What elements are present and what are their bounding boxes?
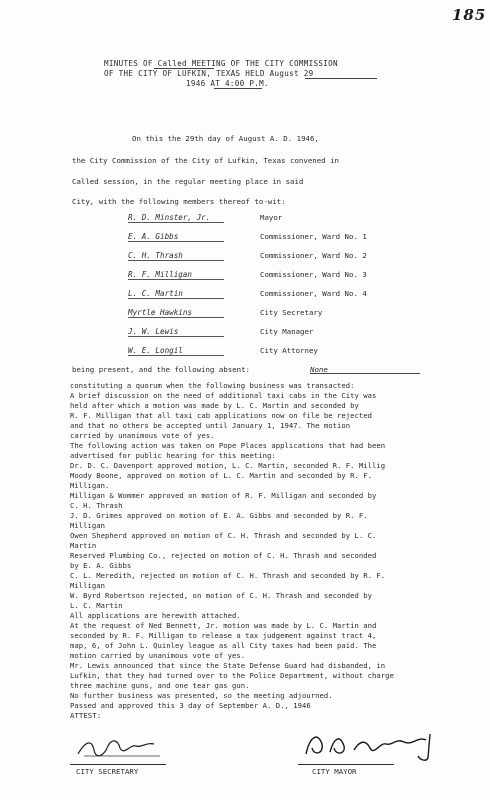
intro-line-4: City, with the following members thereof to-wit: [72,197,286,206]
member-name-manager: J. W. Lewis [128,328,224,337]
body-line: Dr. D. C. Davenport approved motion, L. C. Martin, seconded R. F. Millig [70,461,386,470]
body-line: Reserved Plumbing Co., rejected on motion of C. H. Thrash and seconded [70,551,377,560]
member-title-ward-2: Commissioner, Ward No. 2 [260,251,367,260]
body-line: held after which a motion was made by L. C. Martin and seconded by [70,401,359,410]
intro-line-1: On this the 29th day of August A. D. 1946, [132,134,319,143]
header-line-1: MINUTES OF Called MEETING OF THE CITY COMMISSION [104,59,338,68]
body-line: and that no others be accepted until January 1, 1947. The motion [70,421,351,430]
body-line: Milligan [70,581,106,590]
member-name-ward-3: R. F. Milligan [128,271,224,280]
mayor-signature-line [298,764,394,765]
body-line: J. D. Grimes approved on motion of E. A. Gibbs and seconded by R. F. [70,511,368,520]
secretary-signature [74,736,164,762]
body-line: Milligan. [70,481,110,490]
body-line: map, 6, of John L. Quinley league as all City taxes had been paid. The [70,641,377,650]
member-name-attorney: W. E. Longil [128,347,224,356]
member-title-ward-1: Commissioner, Ward No. 1 [260,232,367,241]
body-line: No further business was presented, so the meeting adjourned. [70,691,333,700]
intro-line-2: the City Commission of the City of Lufkin, Texas convened in [72,156,339,165]
member-title-manager: City Manager [260,327,314,336]
page-number: 185 [452,6,487,24]
body-line: Martin [70,541,97,550]
body-line: C. L. Meredith, rejected on motion of C. H. Thrash and seconded by R. F. [70,571,386,580]
body-line: constituting a quorum when the following business was transacted: [70,381,355,390]
body-line: motion carried by unanimous vote of yes. [70,651,246,660]
member-title-attorney: City Attorney [260,346,318,355]
body-line: W. Byrd Robertson rejected, on motion of C. H. Thrash and seconded by [70,591,373,600]
member-name-ward-1: E. A. Gibbs [128,233,224,242]
absent-value: None [310,366,420,374]
body-line: A brief discussion on the need of additional taxi cabs in the City was [70,391,377,400]
member-title-secretary: City Secretary [260,308,323,317]
body-line: At the request of Ned Bennett, Jr. motion was made by L. C. Martin and [70,621,377,630]
body-line: All applications are herewith attached. [70,611,241,620]
member-title-ward-4: Commissioner, Ward No. 4 [260,289,367,298]
body-line: Owen Shepherd approved on motion of C. H. Thrash and seconded by L. C. [70,531,377,540]
body-line: carried by unanimous vote of yes. [70,431,215,440]
body-line: C. H. Thrash [70,501,123,510]
body-line: seconded by R. F. Milligan to release a tax judgement against tract 4, [70,631,377,640]
body-line: R. F. Milligan that all taxi cab applications now on file be rejected [70,411,373,420]
mayor-signature [300,728,450,762]
body-line: L. C. Martin [70,601,123,610]
member-name-ward-2: C. H. Thrash [128,252,224,261]
header-line-2: OF THE CITY OF LUFKIN, TEXAS HELD August 29 [104,69,314,78]
secretary-caption: CITY SECRETARY [76,767,139,776]
body-line: Milligan & Wommer approved on motion of R. F. Milligan and seconded by [70,491,377,500]
attest-label: ATTEST: [70,711,102,720]
absent-label: being present, and the following absent: [72,365,250,374]
body-line: The following action was taken on Pope Places applications that had been [70,441,386,450]
header-line-3: 1946 AT 4:00 P.M. [186,79,269,88]
mayor-caption: CITY MAYOR [312,767,357,776]
body-line: three machine guns, and one tear gas gun. [70,681,250,690]
header-underline-called [154,68,214,69]
secretary-signature-line [70,764,166,765]
body-line: Moody Boone, approved on motion of L. C. Martin and seconded by R. F. [70,471,373,480]
body-line: by E. A. Gibbs [70,561,132,570]
header-underline-time [214,88,262,89]
header-underline-date [305,78,377,79]
member-name-ward-4: L. C. Martin [128,290,224,299]
body-line: advertised for public hearing for this meeting: [70,451,276,460]
intro-line-3: Called session, in the regular meeting place in said [72,177,304,186]
body-line: Passed and approved this 3 day of September A. D., 1946 [70,701,311,710]
body-line: Mr. Lewis announced that since the State Defense Guard had disbanded, in [70,661,386,670]
member-title-ward-3: Commissioner, Ward No. 3 [260,270,367,279]
body-line: Milligan [70,521,106,530]
body-line: Lufkin, that they had turned over to the Police Department, without charge [70,671,394,680]
member-name-mayor: R. D. Minster, Jr. [128,214,224,223]
member-name-secretary: Myrtle Hawkins [128,309,224,318]
member-title-mayor: Mayor [260,213,283,222]
